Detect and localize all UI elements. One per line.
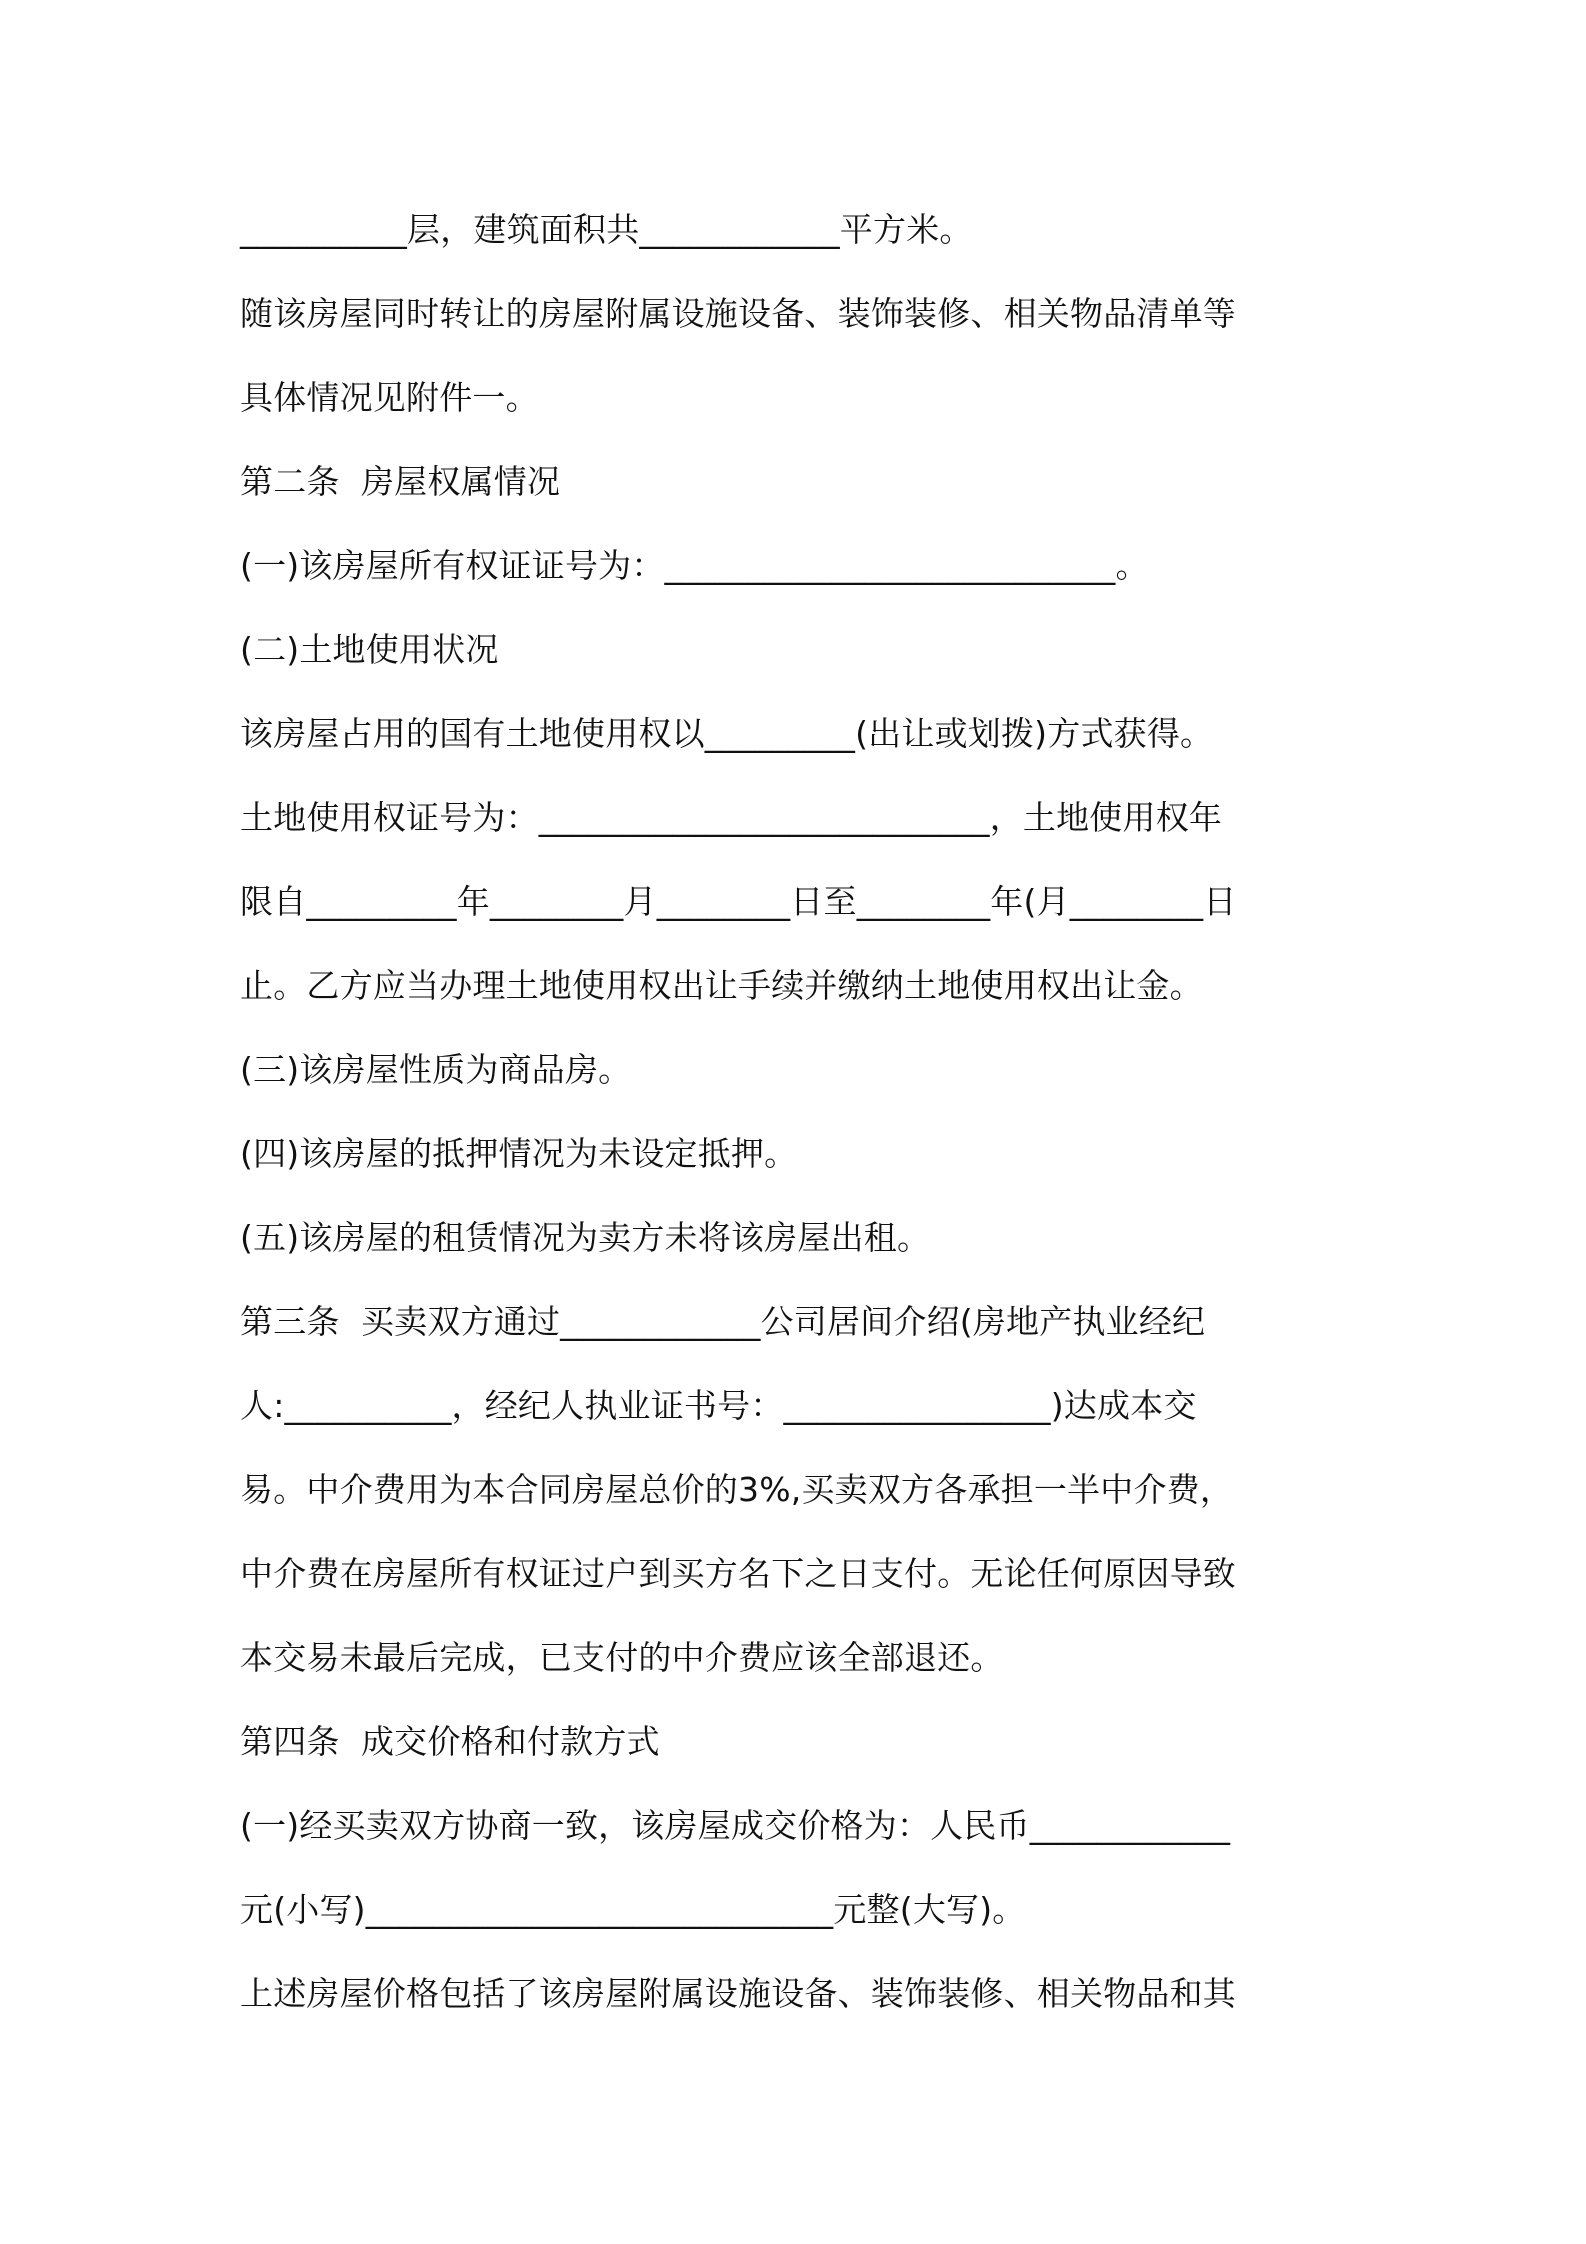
text-line: (五)该房屋的租赁情况为卖方未将该房屋出租。 xyxy=(240,1218,931,1257)
text-line: __________层，建筑面积共____________平方米。 xyxy=(240,210,973,249)
text-line: 止。乙方应当办理土地使用权出让手续并缴纳土地使用权出让金。 xyxy=(240,966,1203,1005)
text-line: (一)经买卖双方协商一致，该房屋成交价格为：人民币____________ xyxy=(240,1806,1231,1845)
text-line: 上述房屋价格包括了该房屋附属设施设备、装饰装修、相关物品和其 xyxy=(240,1974,1236,2013)
text-line: 本交易未最后完成，已支付的中介费应该全部退还。 xyxy=(240,1638,1004,1677)
text-line: 该房屋占用的国有土地使用权以_________(出让或划拨)方式获得。 xyxy=(240,714,1214,753)
text-line: 中介费在房屋所有权证过户到买方名下之日支付。无论任何原因导致 xyxy=(240,1554,1236,1593)
text-line: 人:__________，经纪人执业证书号：________________)达成本交 xyxy=(240,1386,1197,1425)
text-line: (四)该房屋的抵押情况为未设定抵押。 xyxy=(240,1134,798,1173)
text-line: 易。中介费用为本合同房屋总价的3%,买卖双方各承担一半中介费， xyxy=(240,1470,1234,1509)
text-line: 具体情况见附件一。 xyxy=(240,378,539,417)
text-line: 土地使用权证号为：___________________________，土地使用权年 xyxy=(240,798,1223,837)
text-line: (三)该房屋性质为商品房。 xyxy=(240,1050,632,1089)
section-heading: 第四条 成交价格和付款方式 xyxy=(240,1722,660,1761)
section-heading: 第二条 房屋权属情况 xyxy=(240,462,561,501)
text-line: (二)土地使用状况 xyxy=(240,630,499,669)
section-heading: 第三条 买卖双方通过____________公司居间介绍(房地产执业经纪 xyxy=(240,1302,1206,1341)
text-line: (一)该房屋所有权证证号为：___________________________。 xyxy=(240,546,1149,585)
text-line: 元(小写)____________________________元整(大写)。 xyxy=(240,1890,1026,1929)
text-line: 随该房屋同时转让的房屋附属设施设备、装饰装修、相关物品清单等 xyxy=(240,294,1236,333)
text-line: 限自_________年________月________日至________年(月________日 xyxy=(240,882,1237,921)
